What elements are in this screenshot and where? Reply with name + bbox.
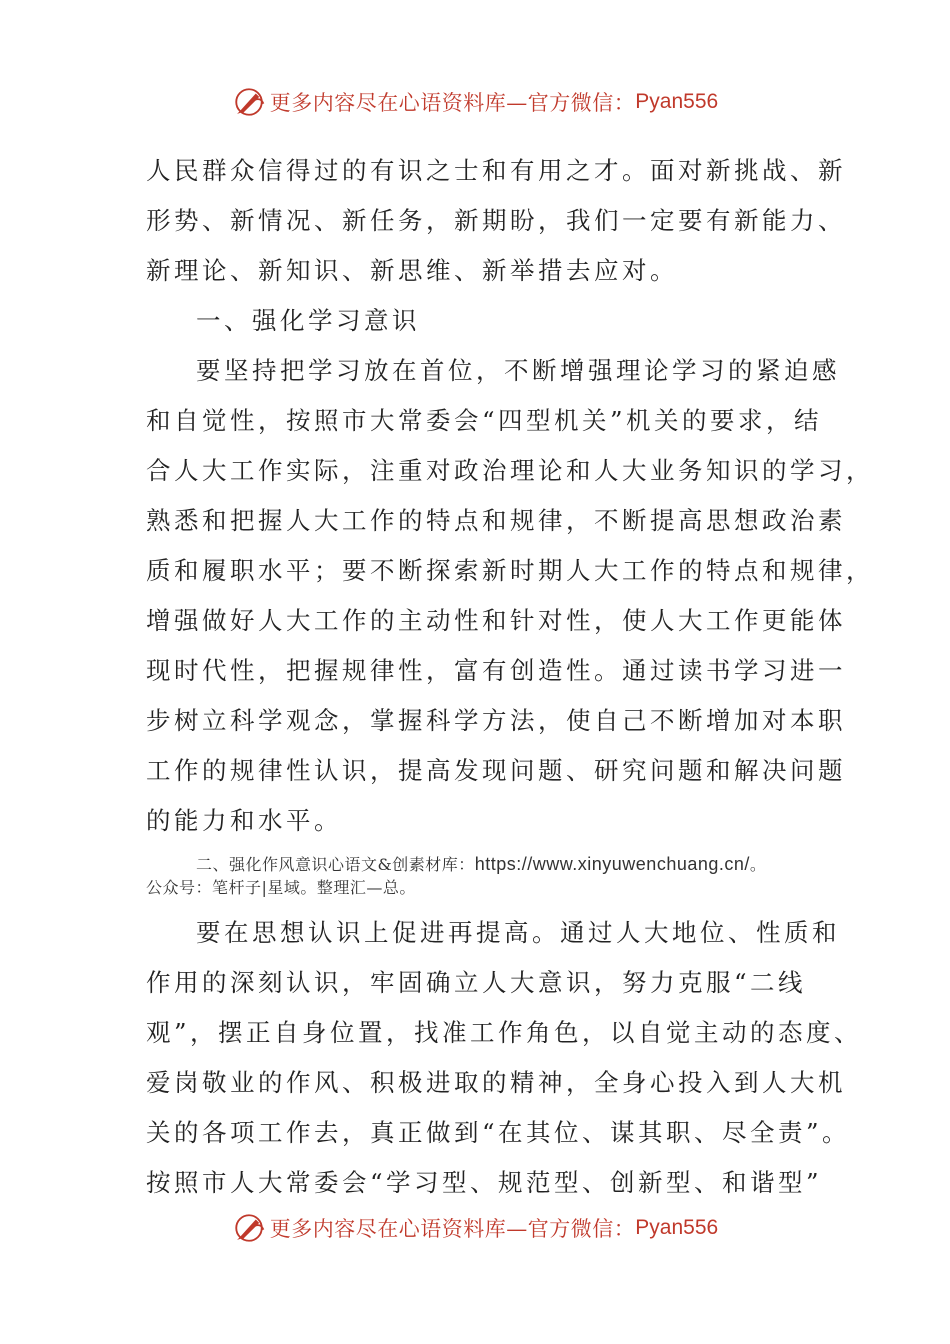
text-line: 爱岗敬业的作风、积极进取的精神，全身心投入到人大机 <box>146 1068 846 1097</box>
text-line: 合人大工作实际，注重对政治理论和人大业务知识的学习， <box>146 456 874 485</box>
section-heading-study: 一、强化学习意识 <box>196 306 420 335</box>
text-line: 熟悉和把握人大工作的特点和规律，不断提高思想政治素 <box>146 506 846 535</box>
watermark-wechat-id: Pyan556 <box>635 1216 719 1239</box>
pen-nib-logo-icon <box>232 1211 266 1245</box>
text-line: 按照市人大常委会“学习型、规范型、创新型、和谐型” <box>146 1168 823 1197</box>
text-line: 现时代性，把握规律性，富有创造性。通过读书学习进一 <box>146 656 846 685</box>
header-watermark <box>0 82 950 122</box>
watermark-text: 更多内容尽在心语资料库—官方微信： <box>269 91 636 115</box>
watermark-text: 更多内容尽在心语资料库—官方微信： <box>269 1217 636 1241</box>
paragraph-study <box>146 346 874 846</box>
text-line: 工作的规律性认识，提高发现问题、研究问题和解决问题 <box>146 756 846 785</box>
heading-style-line2: 公众号：笔杆子|星域。整理汇—总。 <box>146 878 416 897</box>
paragraph-intro <box>146 146 846 296</box>
text-line: 观”，摆正自身位置，找准工作角色，以自觉主动的态度、 <box>146 1018 863 1047</box>
heading-style-prefix: 二、强化作风意识心语文&创素材库： <box>196 855 475 874</box>
text-line: 作用的深刻认识，牢固确立人大意识，努力克服“二线 <box>146 968 807 997</box>
text-line: 和自觉性，按照市大常委会“四型机关”机关的要求，结 <box>146 406 823 435</box>
text-line: 人民群众信得过的有识之士和有用之才。面对新挑战、新 <box>146 156 846 185</box>
source-url-link[interactable]: https://www.xinyuwenchuang.cn/ <box>474 854 750 874</box>
text-line: 要坚持把学习放在首位，不断增强理论学习的紧迫感 <box>196 356 840 385</box>
heading-style-suffix: 。 <box>749 855 767 874</box>
text-line: 步树立科学观念，掌握科学方法，使自己不断增加对本职 <box>146 706 846 735</box>
text-line: 形势、新情况、新任务，新期盼，我们一定要有新能力、 <box>146 206 846 235</box>
watermark-wechat-id: Pyan556 <box>635 90 719 113</box>
text-line: 质和履职水平；要不断探索新时期人大工作的特点和规律， <box>146 556 874 585</box>
text-line: 要在思想认识上促进再提高。通过人大地位、性质和 <box>196 918 840 947</box>
text-line: 关的各项工作去，真正做到“在其位、谋其职、尽全责”。 <box>146 1118 851 1147</box>
paragraph-style <box>146 908 863 1208</box>
text-line: 的能力和水平。 <box>146 806 342 835</box>
text-line: 新理论、新知识、新思维、新举措去应对。 <box>146 256 678 285</box>
footer-watermark <box>0 1208 950 1248</box>
pen-nib-logo-icon <box>232 85 266 119</box>
section-heading-style <box>146 852 808 900</box>
document-body <box>146 146 874 1208</box>
text-line: 增强做好人大工作的主动性和针对性，使人大工作更能体 <box>146 606 846 635</box>
